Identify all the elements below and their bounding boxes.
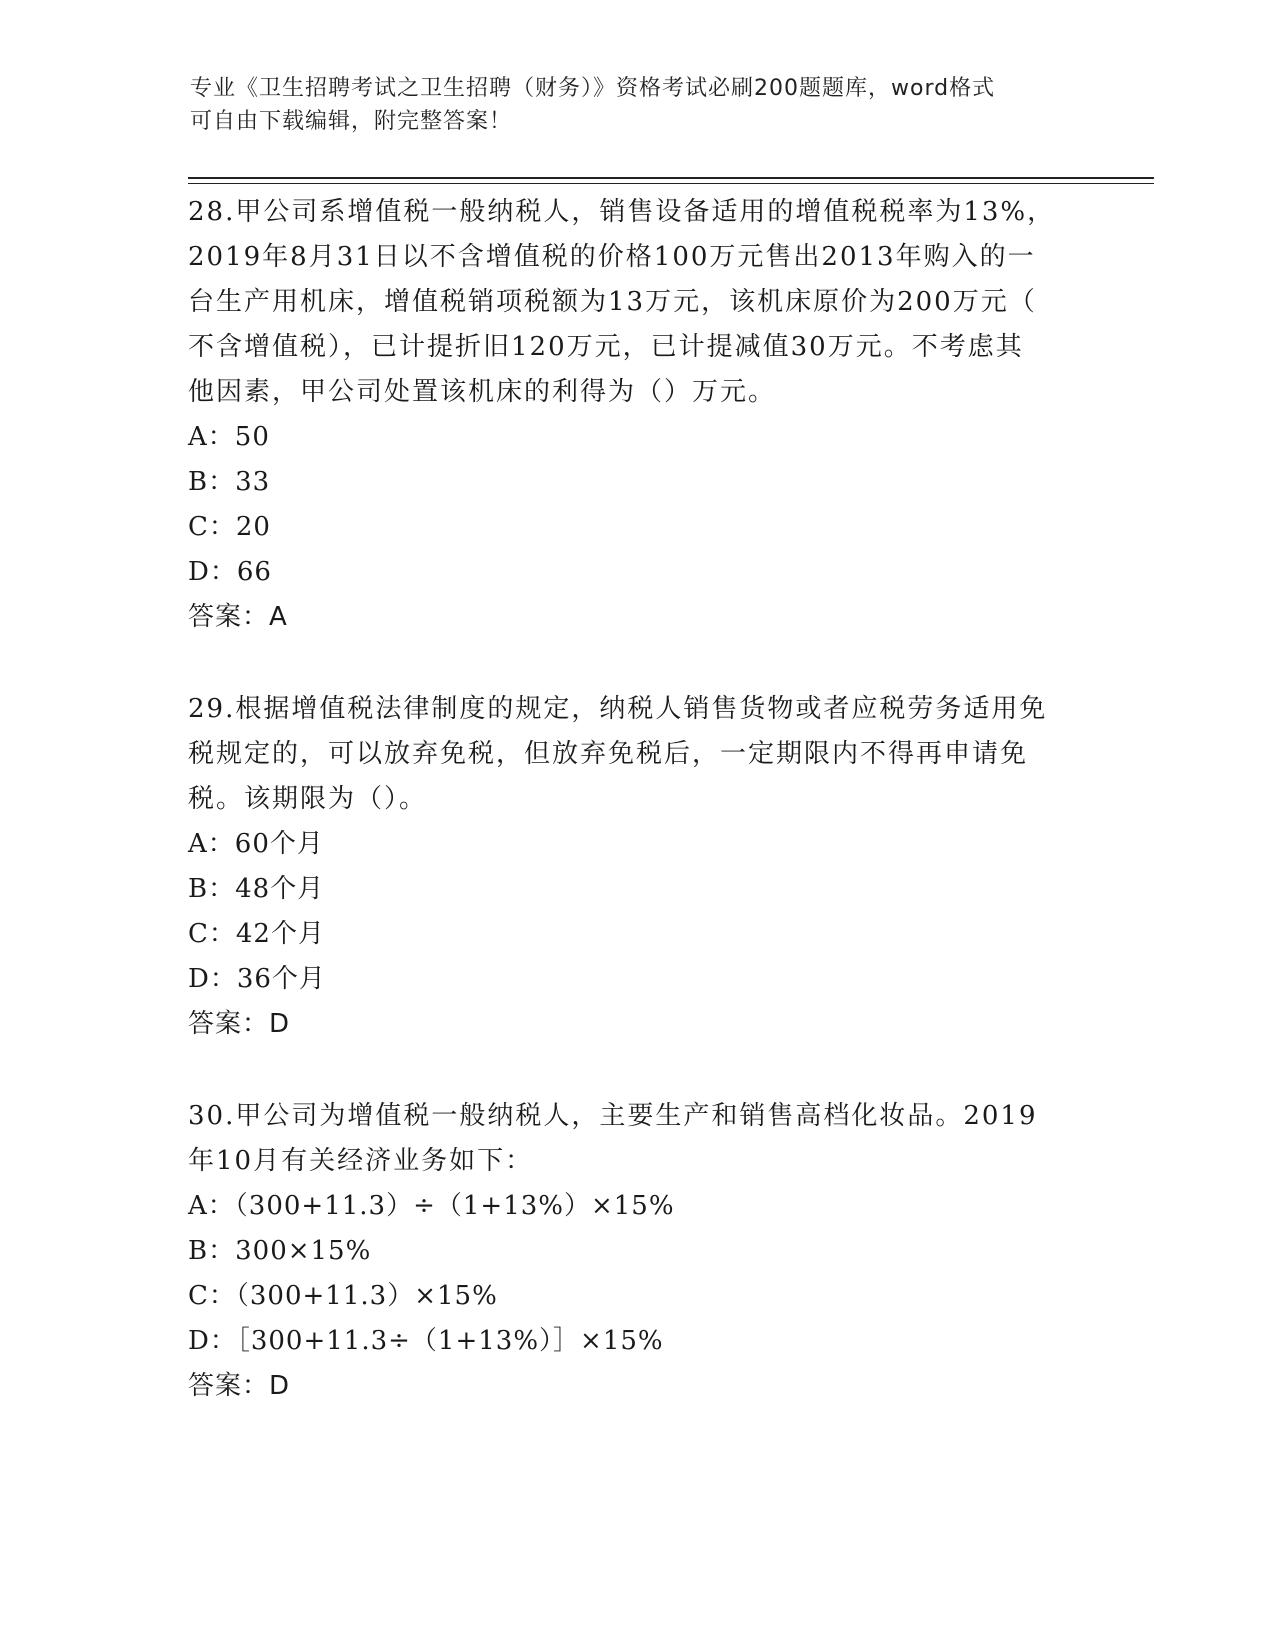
question-list xyxy=(188,190,1088,1409)
header-line-1: 专业《卫生招聘考试之卫生招聘（财务）》资格考试必刷200题题库，word格式 xyxy=(190,76,996,101)
option-a: A：50 xyxy=(188,422,270,452)
question-spacer xyxy=(188,1047,1088,1094)
question-stem xyxy=(188,687,1088,822)
answer-label: 答案：D xyxy=(188,1009,291,1039)
header-line-2: 可自由下载编辑，附完整答案！ xyxy=(190,109,513,134)
stem-line: 29.根据增值税法律制度的规定，纳税人销售货物或者应税劳务适用免 xyxy=(188,694,1048,724)
stem-line: 台生产用机床，增值税销项税额为13万元，该机床原价为200万元（ xyxy=(188,287,1037,317)
answer-label: 答案：A xyxy=(188,602,288,632)
option-b: B：33 xyxy=(188,467,271,497)
question-29 xyxy=(188,687,1088,1047)
question-28 xyxy=(188,190,1088,640)
document-header xyxy=(190,72,1070,138)
question-30 xyxy=(188,1094,1088,1409)
option-d: D：［300+11.3÷（1+13%）］×15% xyxy=(188,1326,664,1356)
option-c: C：（300+11.3）×15% xyxy=(188,1281,498,1311)
stem-line: 28.甲公司系增值税一般纳税人，销售设备适用的增值税税率为13%， xyxy=(188,197,1056,227)
option-c: C：42个月 xyxy=(188,919,325,949)
question-stem xyxy=(188,1094,1088,1184)
stem-line: 他因素，甲公司处置该机床的利得为（）万元。 xyxy=(188,377,777,407)
stem-line: 税规定的，可以放弃免税，但放弃免税后，一定期限内不得再申请免 xyxy=(188,739,1029,769)
option-a: A：60个月 xyxy=(188,829,324,859)
stem-line: 30.甲公司为增值税一般纳税人，主要生产和销售高档化妆品。2019 xyxy=(188,1101,1038,1131)
option-d: D：66 xyxy=(188,557,272,587)
header-divider-thin xyxy=(188,183,1154,184)
stem-line: 年10月有关经济业务如下： xyxy=(188,1146,534,1176)
header-divider-thick xyxy=(188,177,1154,179)
option-b: B：300×15% xyxy=(188,1236,372,1266)
answer-label: 答案：D xyxy=(188,1371,291,1401)
question-stem xyxy=(188,190,1088,415)
stem-line: 2019年8月31日以不含增值税的价格100万元售出2013年购入的一 xyxy=(188,242,1036,272)
stem-line: 税。该期限为（）。 xyxy=(188,784,428,814)
stem-line: 不含增值税），已计提折旧120万元，已计提减值30万元。不考虑其 xyxy=(188,332,1024,362)
option-a: A：（300+11.3）÷（1+13%）×15% xyxy=(188,1191,675,1221)
option-d: D：36个月 xyxy=(188,964,326,994)
option-b: B：48个月 xyxy=(188,874,325,904)
question-spacer xyxy=(188,640,1088,687)
option-c: C：20 xyxy=(188,512,271,542)
